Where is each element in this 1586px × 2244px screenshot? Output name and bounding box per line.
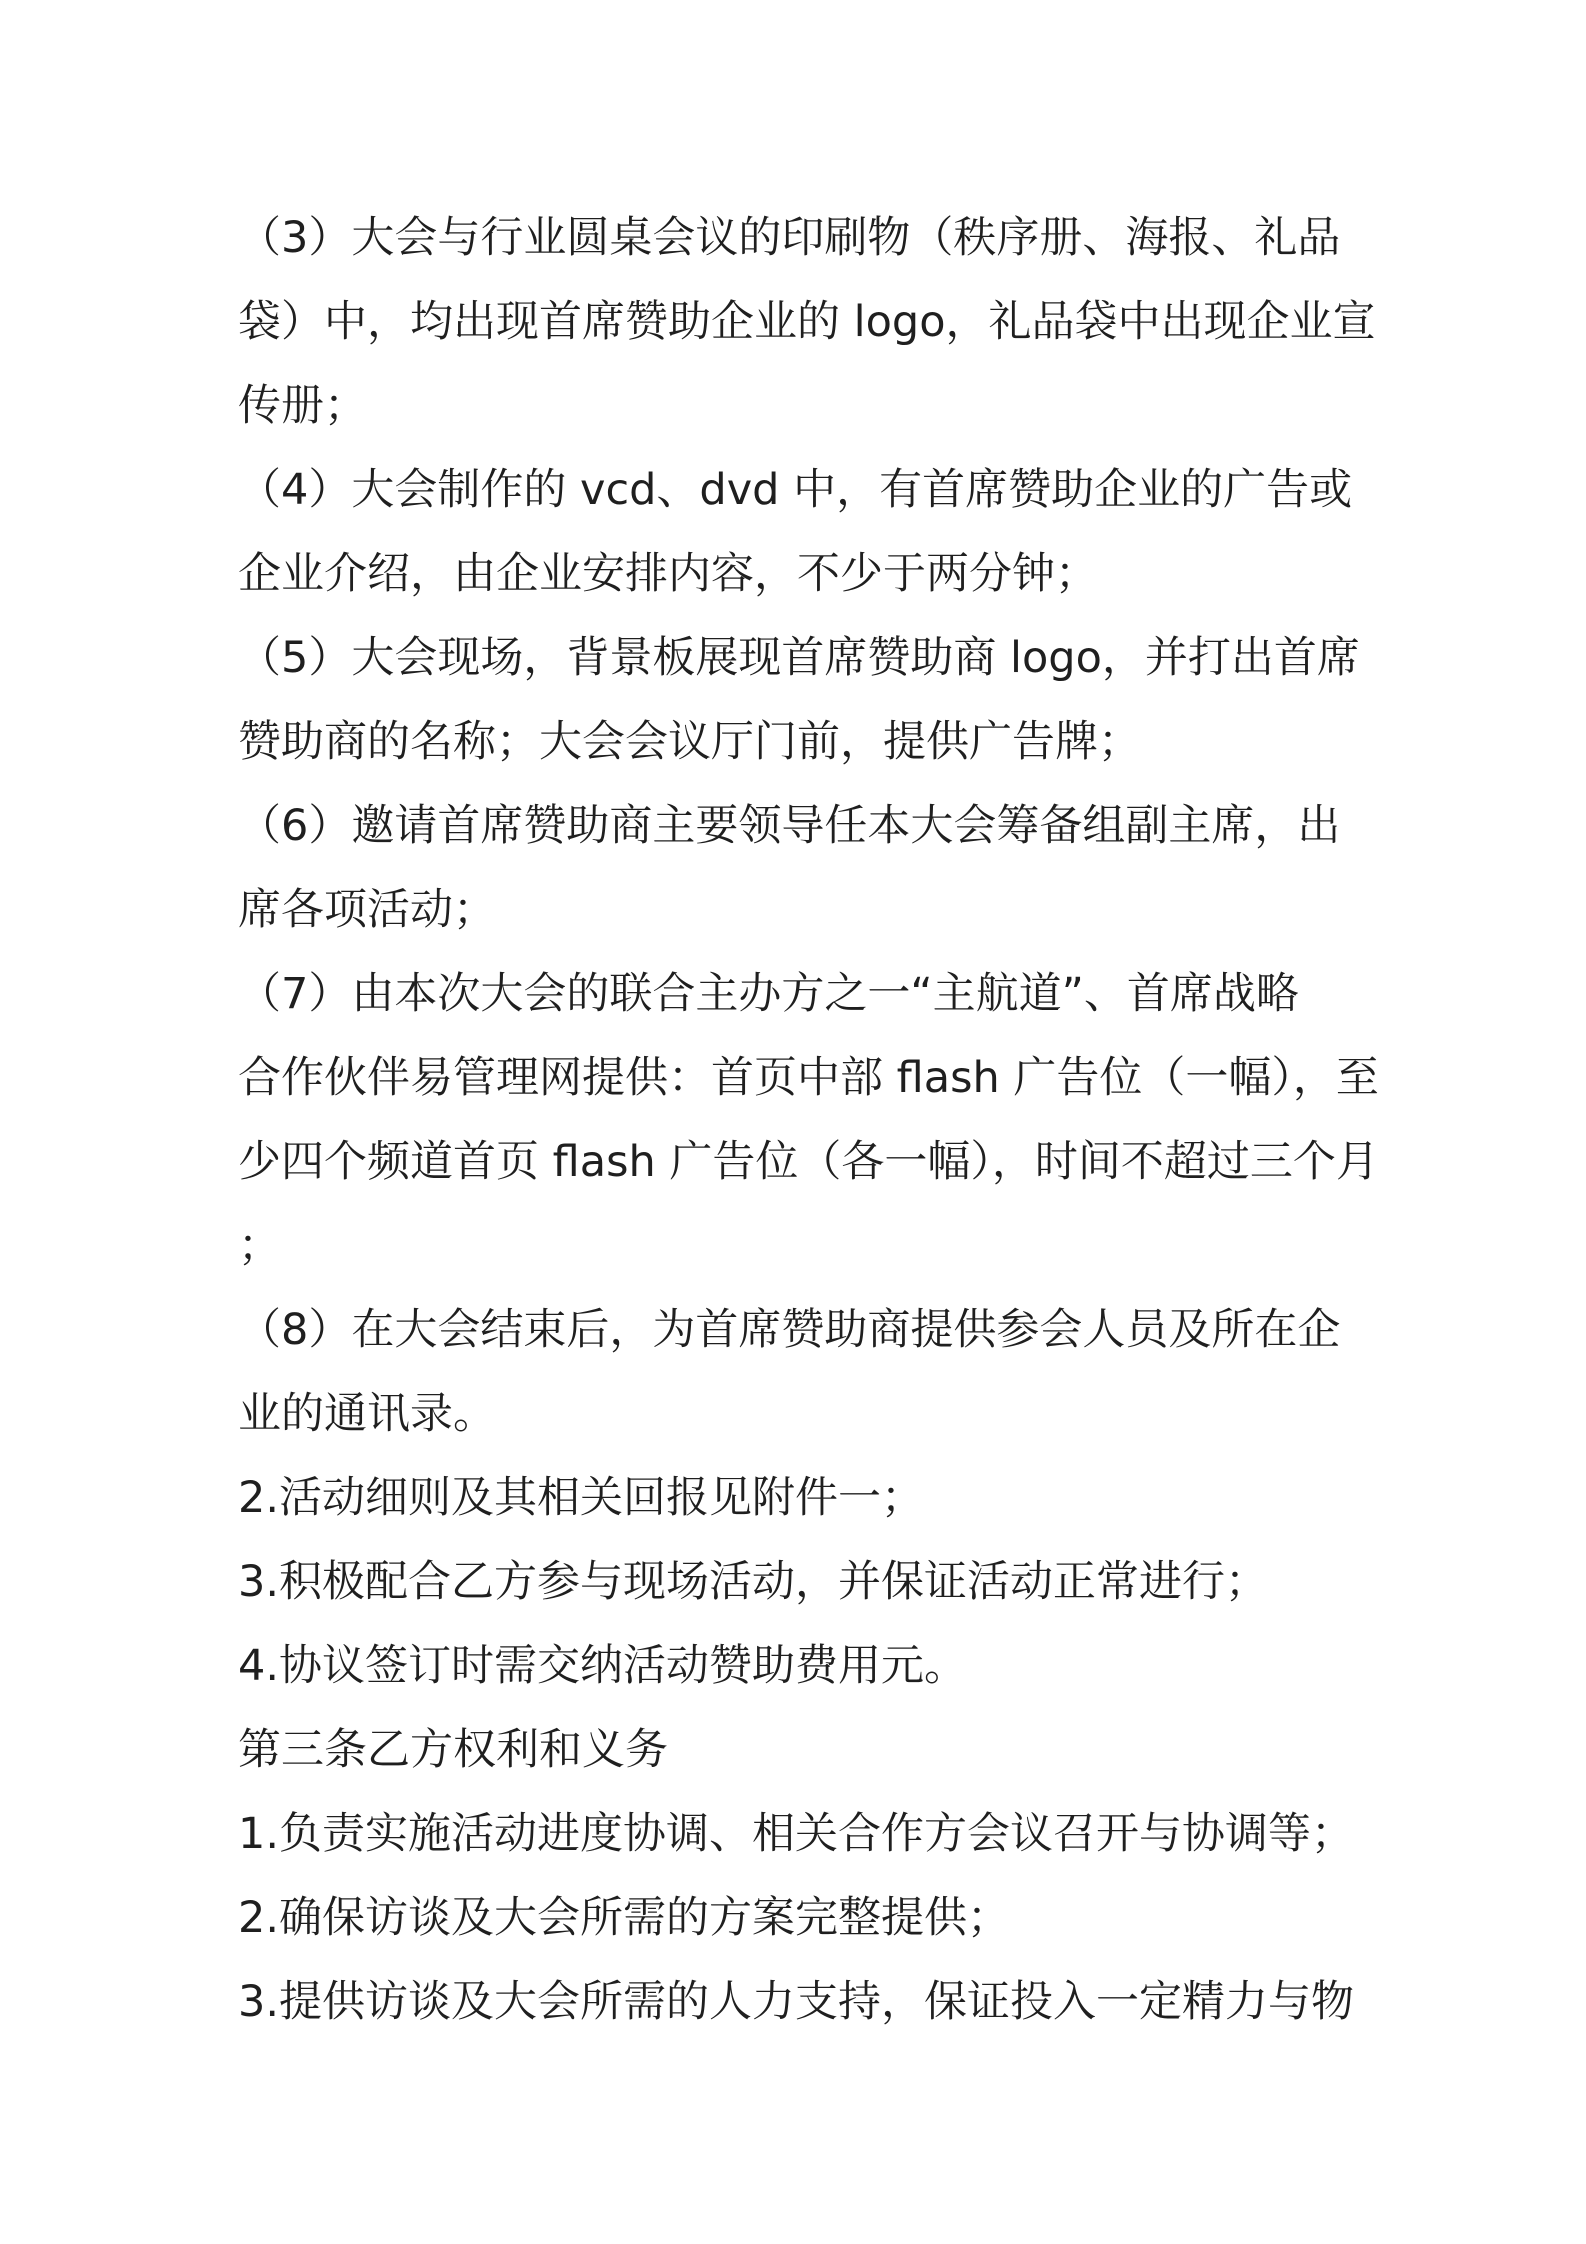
text-line: （8）在大会结束后，为首席赞助商提供参会人员及所在企 — [238, 1305, 1341, 1355]
text-line: 第三条乙方权利和义务 — [238, 1725, 668, 1775]
text-line: 2.活动细则及其相关回报见附件一； — [238, 1473, 925, 1523]
text-line: （7）由本次大会的联合主办方之一“主航道”、首席战略 — [238, 969, 1299, 1019]
text-line: 2.确保访谈及大会所需的方案完整提供； — [238, 1893, 1011, 1943]
paragraph-b-clause-2 — [238, 1876, 1356, 1960]
text-line: 业的通讯录。 — [238, 1389, 496, 1439]
text-line: 合作伙伴易管理网提供：首页中部 flash 广告位（一幅），至 — [238, 1053, 1379, 1103]
paragraph-clause-3 — [238, 1540, 1356, 1624]
article-heading — [238, 1708, 1356, 1792]
text-line: （6）邀请首席赞助商主要领导任本大会筹备组副主席，出 — [238, 801, 1341, 851]
paragraph-b-clause-1 — [238, 1792, 1356, 1876]
text-line: 传册； — [238, 381, 367, 431]
text-line: 赞助商的名称；大会会议厅门前，提供广告牌； — [238, 717, 1141, 767]
text-line: 袋）中，均出现首席赞助企业的 logo，礼品袋中出现企业宣 — [238, 297, 1376, 347]
text-line: 3.积极配合乙方参与现场活动，并保证活动正常进行； — [238, 1557, 1269, 1607]
paragraph-clause-2 — [238, 1456, 1356, 1540]
paragraph-item-8 — [238, 1288, 1356, 1456]
text-line: 少四个频道首页 flash 广告位（各一幅），时间不超过三个月 — [238, 1137, 1379, 1187]
text-line: （3）大会与行业圆桌会议的印刷物（秩序册、海报、礼品 — [238, 213, 1341, 263]
paragraph-clause-4 — [238, 1624, 1356, 1708]
paragraph-item-7 — [238, 952, 1379, 1288]
text-line: （4）大会制作的 vcd、dvd 中，有首席赞助企业的广告或 — [238, 465, 1353, 515]
paragraph-item-3 — [238, 196, 1376, 448]
text-line: ； — [238, 1221, 281, 1271]
text-line: 企业介绍，由企业安排内容，不少于两分钟； — [238, 549, 1098, 599]
document-body — [238, 196, 1379, 2044]
text-line: 3.提供访谈及大会所需的人力支持，保证投入一定精力与物 — [238, 1977, 1355, 2027]
text-line: 席各项活动； — [238, 885, 496, 935]
paragraph-item-4 — [238, 448, 1356, 616]
paragraph-b-clause-3 — [238, 1960, 1356, 2044]
text-line: （5）大会现场，背景板展现首席赞助商 logo，并打出首席 — [238, 633, 1360, 683]
text-line: 4.协议签订时需交纳活动赞助费用元。 — [238, 1641, 968, 1691]
text-line: 1.负责实施活动进度协调、相关合作方会议召开与协调等； — [238, 1809, 1355, 1859]
paragraph-item-5 — [238, 616, 1360, 784]
paragraph-item-6 — [238, 784, 1356, 952]
